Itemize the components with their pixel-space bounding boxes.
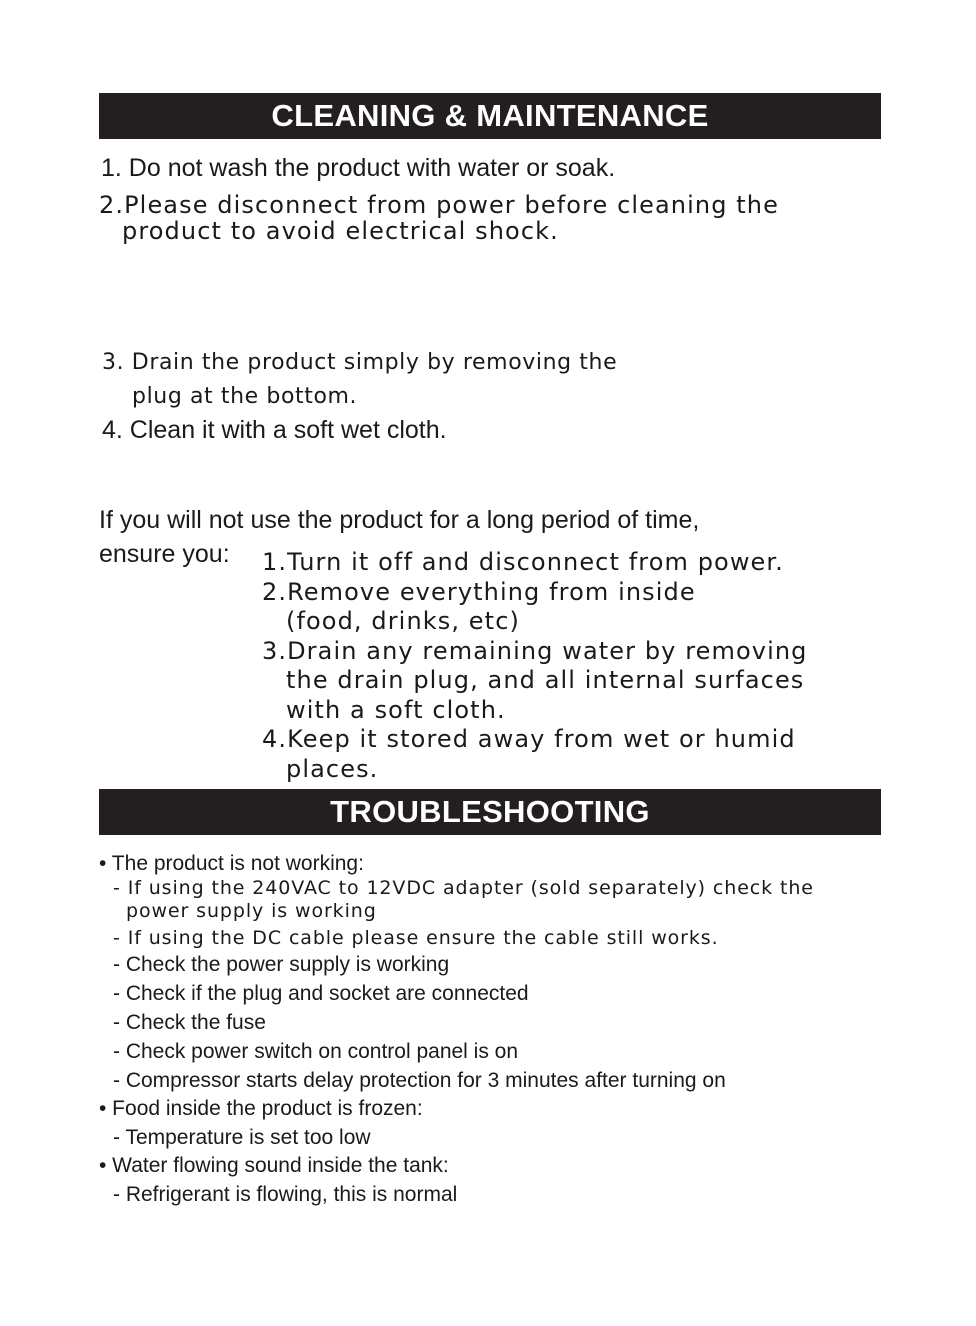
cleaning-item-2-line-1: 2.Please disconnect from power before cleaning the bbox=[99, 191, 779, 219]
storage-step-3-line-1: 3.Drain any remaining water by removing bbox=[262, 637, 808, 665]
check-fuse: - Check the fuse bbox=[113, 1011, 266, 1034]
cause-refrigerant-flowing: - Refrigerant is flowing, this is normal bbox=[113, 1183, 458, 1206]
storage-step-1: 1.Turn it off and disconnect from power. bbox=[262, 548, 784, 576]
storage-step-2-line-2: (food, drinks, etc) bbox=[286, 607, 520, 635]
storage-step-3-line-3: with a soft cloth. bbox=[286, 696, 506, 724]
check-dc-cable: - If using the DC cable please ensure the cable still works. bbox=[113, 927, 719, 949]
issue-food-frozen: • Food inside the product is frozen: bbox=[99, 1097, 423, 1120]
check-compressor-delay: - Compressor starts delay protection for 3 minutes after turning on bbox=[113, 1069, 726, 1092]
storage-step-4-line-2: places. bbox=[286, 755, 379, 783]
check-adapter-line-2: power supply is working bbox=[126, 900, 377, 922]
cleaning-item-3-line-1: 3. Drain the product simply by removing the bbox=[102, 350, 618, 375]
storage-step-2-line-1: 2.Remove everything from inside bbox=[262, 578, 696, 606]
cleaning-maintenance-header: CLEANING & MAINTENANCE bbox=[99, 93, 881, 139]
issue-not-working: • The product is not working: bbox=[99, 852, 364, 875]
check-power-switch: - Check power switch on control panel is on bbox=[113, 1040, 519, 1063]
cleaning-item-3-line-2: plug at the bottom. bbox=[132, 384, 358, 409]
troubleshooting-header: TROUBLESHOOTING bbox=[99, 789, 881, 835]
cleaning-item-4: 4. Clean it with a soft wet cloth. bbox=[102, 416, 447, 444]
cleaning-item-2-line-2: product to avoid electrical shock. bbox=[122, 217, 559, 245]
check-power-supply: - Check the power supply is working bbox=[113, 953, 450, 976]
storage-intro-line-1: If you will not use the product for a long period of time, bbox=[99, 506, 700, 534]
storage-intro-line-2: ensure you: bbox=[99, 540, 230, 568]
storage-step-4-line-1: 4.Keep it stored away from wet or humid bbox=[262, 725, 796, 753]
check-plug-socket: - Check if the plug and socket are connected bbox=[113, 982, 529, 1005]
cleaning-item-1: 1. Do not wash the product with water or soak. bbox=[101, 154, 616, 182]
cause-temperature-low: - Temperature is set too low bbox=[113, 1126, 371, 1149]
issue-water-sound: • Water flowing sound inside the tank: bbox=[99, 1154, 449, 1177]
storage-step-3-line-2: the drain plug, and all internal surfaces bbox=[286, 666, 805, 694]
check-adapter-line-1: - If using the 240VAC to 12VDC adapter (sold separately) check the bbox=[113, 877, 814, 899]
